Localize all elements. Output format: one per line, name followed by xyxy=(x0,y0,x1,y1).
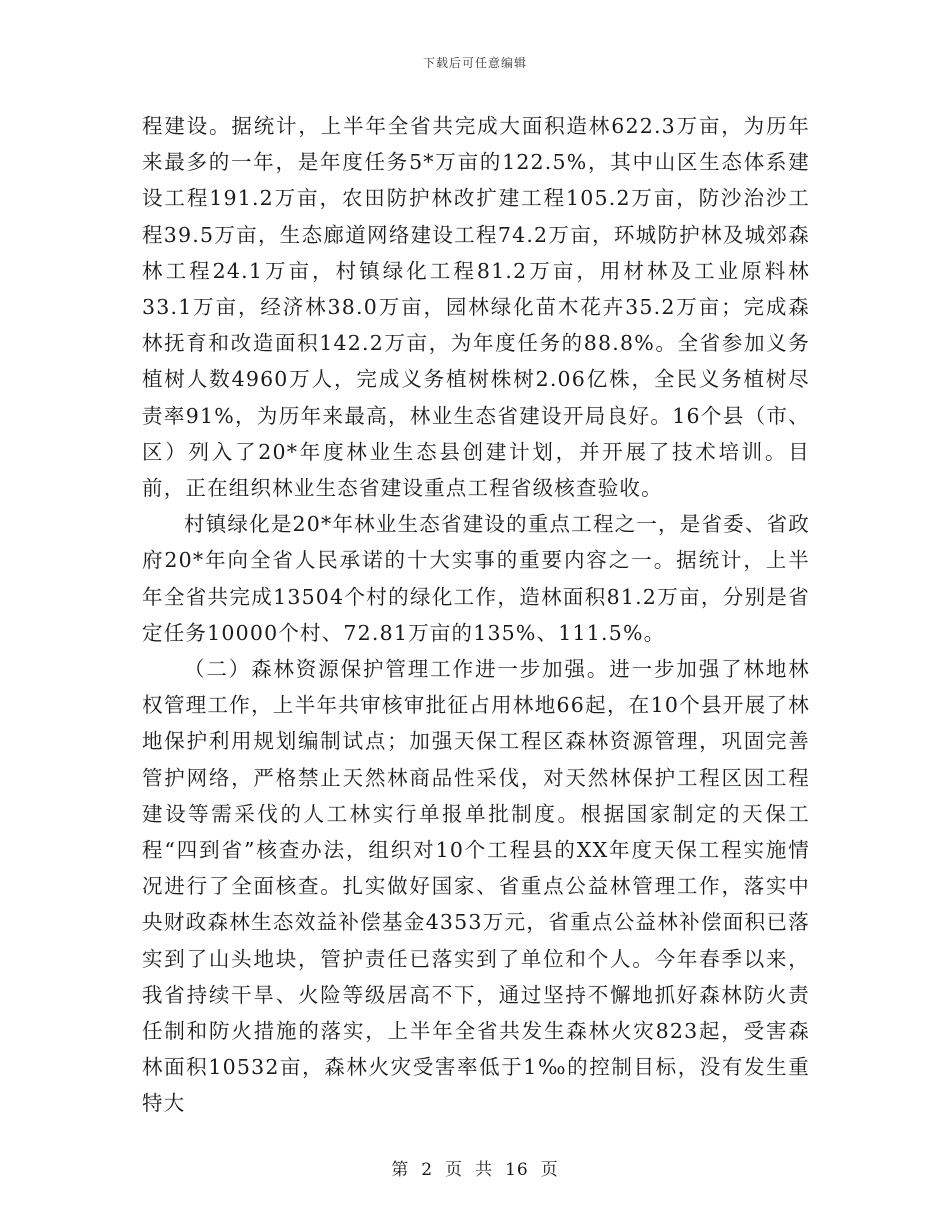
page-header-note: 下载后可任意编辑 xyxy=(422,56,527,70)
paragraph-village-greening: 村镇绿化是20*年林业生态省建设的重点工程之一，是省委、省政府20*年向全省人民承诺的十大实事的重要内容之一。据统计，上半年全省共完成13504个村的绿化工作，造林面积81.2万亩，分别是省定任务10000个村、72.81万亩的135%、111.5%。 xyxy=(142,512,810,645)
footer-label-ye-2: 页 xyxy=(540,1160,559,1180)
document-body xyxy=(142,108,810,1122)
footer-current-page: 2 xyxy=(421,1160,434,1180)
footer-label-ye: 页 xyxy=(445,1160,464,1180)
page-number-footer xyxy=(0,1155,950,1180)
paragraph-continuation: 程建设。据统计，上半年全省共完成大面积造林622.3万亩，为历年来最多的一年，是年度任务5*万亩的122.5%，其中山区生态体系建设工程191.2万亩，农田防护林改扩建工程105.2万亩，防沙治沙工程39.5万亩，生态廊道网络建设工程74.2万亩，环城防护林及城郊森林工程24.1万亩，村镇绿化工程81.2万亩，用材林及工业原料林33.1万亩，经济林38.0万亩，园林绿化苗木花卉35.2万亩；完成森林抚育和改造面积142.2万亩，为年度任务的88.8%。全省参加义务植树人数4960万人，完成义务植树株树2.06亿株，全民义务植树尽责率91%，为历年来最高，林业生态省建设开局良好。16个县（市、区）列入了20*年度林业生态县创建计划，并开展了技术培训。目前，正在组织林业生态省建设重点工程省级核查验收。 xyxy=(142,114,810,501)
paragraph-forest-protection: （二）森林资源保护管理工作进一步加强。进一步加强了林地林权管理工作，上半年共审核审批征占用林地66起，在10个县开展了林地保护利用规划编制试点；加强天保工程区森林资源管理，巩固完善管护网络，严格禁止天然林商品性采伐，对天然林保护工程区因工程建设等需采伐的人工林实行单报单批制度。根据国家制定的天保工程“四到省”核查办法，组织对10个工程县的XX年度天保工程实施情况进行了全面核查。扎实做好国家、省重点公益林管理工作，落实中央财政森林生态效益补偿基金4353万元，省重点公益林补偿面积已落实到了山头地块，管护责任已落实到了单位和个人。今年春季以来，我省持续干旱、火险等级居高不下，通过坚持不懈地抓好森林防火责任制和防火措施的落实，上半年全省共发生森林火灾823起，受害森林面积10532亩，森林火灾受害率低于1‰的控制目标，没有发生重特大 xyxy=(142,657,810,1116)
footer-total-pages: 16 xyxy=(505,1160,529,1180)
footer-label-page: 第 xyxy=(391,1160,410,1180)
footer-label-total: 共 xyxy=(475,1160,494,1180)
